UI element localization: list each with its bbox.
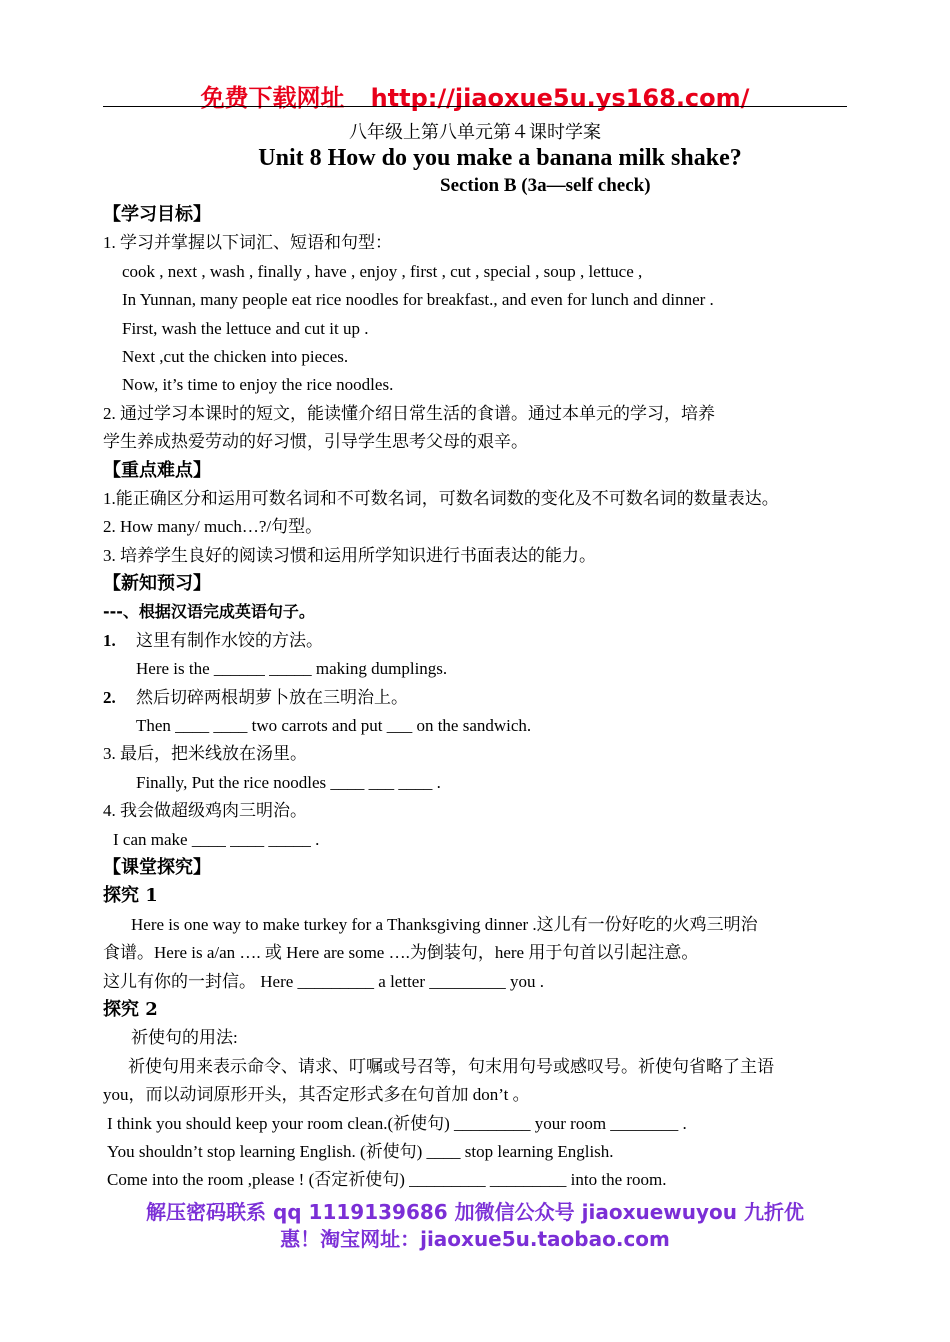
- explore-2-exercise: Come into the room ,please ! (否定祈使句) _________ _________ into the room.: [107, 1170, 667, 1190]
- question-text: 这里有制作水饺的方法。: [136, 630, 323, 650]
- explore-heading: 【课堂探究】: [103, 856, 211, 878]
- keypoint-3: 3. 培养学生良好的阅读习惯和运用所学知识进行书面表达的能力。: [103, 545, 596, 565]
- question-text: 然后切碎两根胡萝卜放在三明治上。: [136, 687, 408, 707]
- goals-item-1: 1. 学习并掌握以下词汇、短语和句型：: [103, 233, 392, 253]
- explore-1-title: 探究 1: [103, 885, 158, 907]
- goals-item-2: 2. 通过学习本课时的短文，能读懂介绍日常生活的食谱。通过本单元的学习，培养: [103, 403, 715, 423]
- explore-2-exercise: I think you should keep your room clean.(祈使句) _________ your room ________ .: [107, 1113, 687, 1133]
- goal-sentence: In Yunnan, many people eat rice noodles for breakfast., and even for lunch and dinner .: [122, 290, 714, 310]
- keypoint-2: 2. How many/ much…?/句型。: [103, 517, 323, 537]
- question-number: 1.: [103, 630, 116, 650]
- question-1-en: Here is the ______ _____ making dumplings.: [136, 659, 448, 679]
- question-2-cn: [103, 684, 863, 712]
- explore-2-para: you，而以动词原形开头，其否定形式多在句首加 don’t 。: [103, 1085, 530, 1105]
- keypoints-heading: 【重点难点】: [103, 459, 211, 481]
- download-banner: [0, 78, 950, 113]
- vocab-words: cook , next , wash , finally , have , enjoy , first , cut , special , soup , lettuce ,: [122, 261, 643, 281]
- question-number: 2.: [103, 687, 116, 707]
- question-1-cn: [103, 627, 863, 655]
- goal-sentence: Next ,cut the chicken into pieces.: [122, 346, 349, 366]
- explore-1-para: 食谱。Here is a/an …. 或 Here are some ….为倒装句，here 用于句首以引起注意。: [103, 943, 699, 963]
- explore-2-para: 祈使句的用法:: [131, 1028, 238, 1048]
- goals-heading: 【学习目标】: [103, 204, 211, 225]
- lesson-title-cn: 八年级上第八单元第４课时学案: [349, 122, 601, 143]
- explore-1-para: Here is one way to make turkey for a Thanksgiving dinner .这儿有一份好吃的火鸡三明治: [131, 914, 758, 934]
- question-4-cn: 4. 我会做超级鸡肉三明治。: [103, 801, 307, 821]
- goal-sentence: First, wash the lettuce and cut it up .: [122, 318, 369, 338]
- explore-2-title: 探究 2: [103, 998, 158, 1020]
- question-3-en: Finally, Put the rice noodles ____ ___ ____ .: [136, 772, 441, 792]
- preview-instruction: ---、根据汉语完成英语句子。: [103, 602, 315, 622]
- goals-item-2-cont: 学生养成热爱劳动的好习惯，引导学生思考父母的艰辛。: [103, 432, 528, 452]
- header-divider: [103, 106, 847, 107]
- preview-heading: 【新知预习】: [103, 573, 211, 595]
- question-2-en: Then ____ ____ two carrots and put ___ on the sandwich.: [136, 716, 532, 736]
- contact-footer: [0, 1199, 950, 1253]
- question-3-cn: 3. 最后，把米线放在汤里。: [103, 744, 307, 764]
- goal-sentence: Now, it’s time to enjoy the rice noodles.: [122, 375, 394, 395]
- explore-2-para: 祈使句用来表示命令、请求、叮嘱或号召等，句末用句号或感叹号。祈使句省略了主语: [128, 1056, 774, 1076]
- unit-title: Unit 8 How do you make a banana milk shake?: [258, 145, 742, 171]
- section-subtitle: Section B (3a—self check): [440, 175, 651, 196]
- footer-line-1: 解压密码联系 qq 1119139686 加微信公众号 jiaoxuewuyou 九折优: [146, 1200, 804, 1224]
- footer-line-2[interactable]: 惠！淘宝网址：jiaoxue5u.taobao.com: [280, 1227, 670, 1251]
- keypoint-1: 1.能正确区分和运用可数名词和不可数名词，可数名词数的变化及不可数名词的数量表达。: [103, 488, 779, 508]
- question-4-en: I can make ____ ____ _____ .: [113, 829, 320, 849]
- explore-2-exercise: You shouldn’t stop learning English. (祈使句) ____ stop learning English.: [107, 1141, 614, 1161]
- download-label: 免费下载网址: [200, 84, 345, 112]
- explore-1-exercise: 这儿有你的一封信。 Here _________ a letter _________ you .: [103, 971, 544, 991]
- download-url-link[interactable]: http://jiaoxue5u.ys168.com/: [370, 84, 750, 112]
- document-body: [103, 201, 863, 1195]
